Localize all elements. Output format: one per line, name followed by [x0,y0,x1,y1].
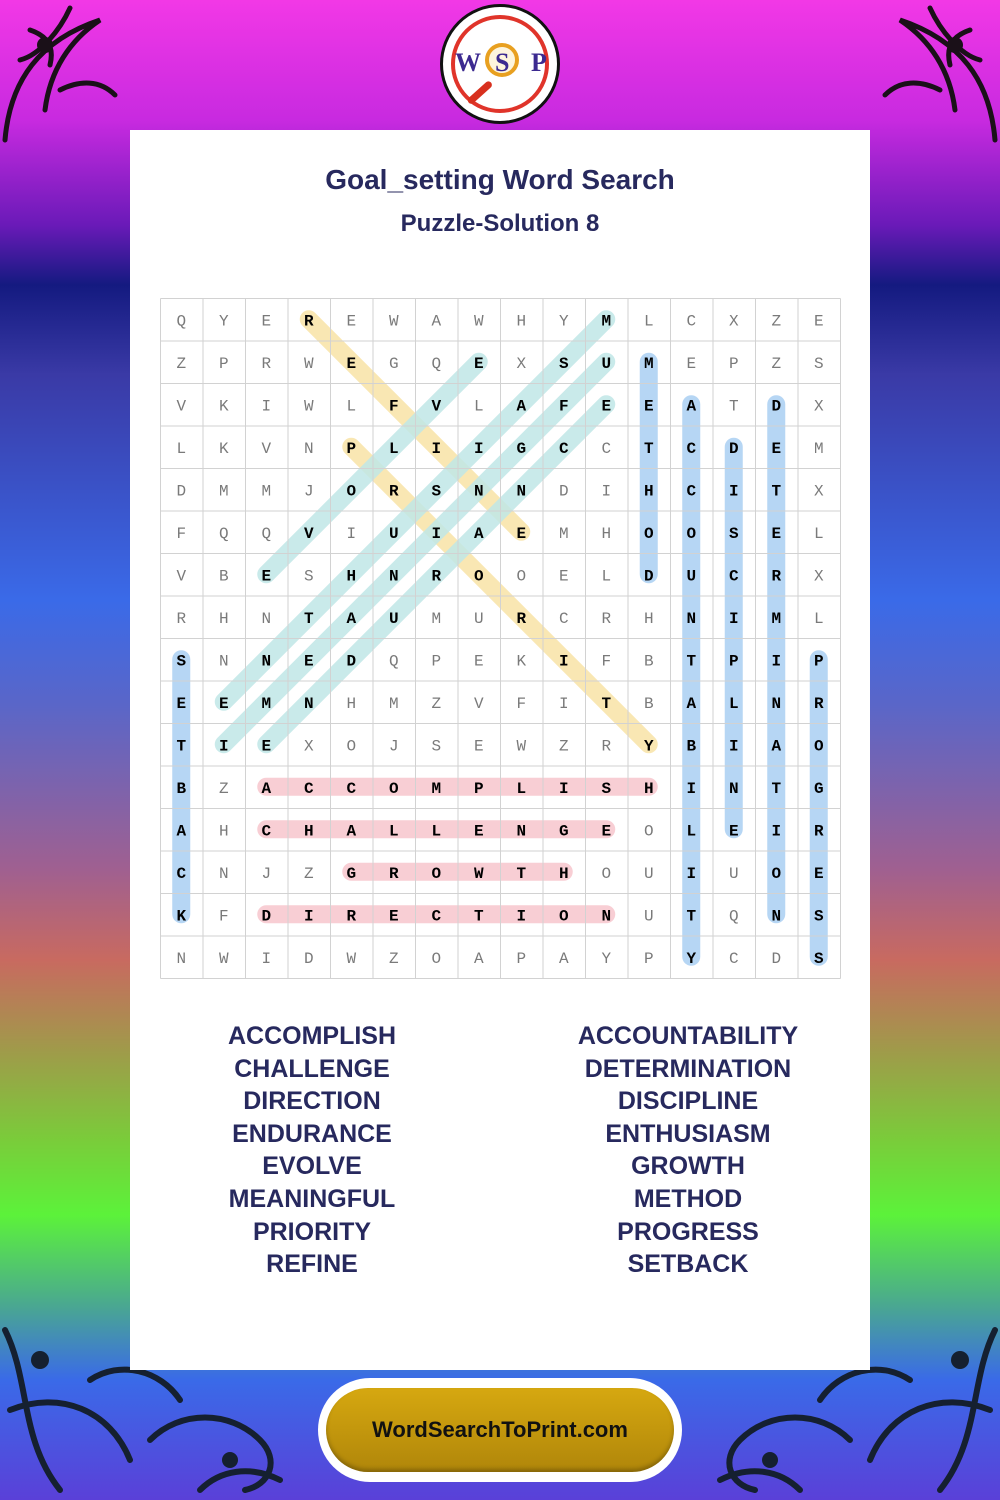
grid-letter: F [558,397,569,416]
grid-letter: T [686,652,697,671]
grid-letter: K [176,907,187,926]
word-list-left [102,1020,522,1281]
grid-letter: N [388,567,399,586]
grid-letter: T [771,779,782,798]
grid-letter: I [558,779,569,798]
grid-letter: U [473,609,484,628]
grid-letter: L [346,397,357,416]
grid-letter: W [346,949,357,968]
word-list-item: ENTHUSIASM [605,1119,771,1148]
grid-letter: X [813,482,824,501]
word-list-item: GROWTH [631,1152,745,1181]
grid-letter: N [303,694,314,713]
grid-letter: H [643,779,654,798]
grid-letter: M [388,694,399,713]
grid-letter: O [516,567,527,586]
grid-letter: H [601,524,612,543]
grid-letter: E [686,354,697,373]
grid-letter: P [643,949,654,968]
word-list-item: DISCIPLINE [617,1087,759,1116]
grid-letter: S [558,354,569,373]
grid-letter: Z [771,312,782,331]
grid-letter: L [431,822,442,841]
grid-letter: V [176,397,187,416]
grid-letter: E [516,524,527,543]
grid-letter: L [643,312,654,331]
grid-letter: W [516,737,527,756]
grid-letter: G [346,864,357,883]
grid-letter: W [218,949,229,968]
word-list-item: MEANINGFUL [228,1184,396,1213]
grid-letter: F [218,907,229,926]
grid-letter: S [728,524,739,543]
grid-letter: C [303,779,314,798]
grid-letter: F [388,397,399,416]
grid-letter: R [261,354,272,373]
grid-letter: I [558,652,569,671]
grid-letter: T [728,397,739,416]
grid-letter: X [813,567,824,586]
grid-letter: Z [218,779,229,798]
grid-letter: M [431,779,442,798]
word-list-item: ACCOUNTABILITY [577,1022,799,1050]
grid-letter: B [686,737,697,756]
grid-letter: Z [388,949,399,968]
grid-letter: R [813,822,824,841]
grid-letter: L [813,609,824,628]
grid-letter: P [813,652,824,671]
grid-letter: A [771,737,782,756]
grid-letter: I [728,737,739,756]
grid-letter: W [303,354,314,373]
site-url[interactable]: WordSearchToPrint.com [372,1417,628,1442]
grid-letter: R [388,864,399,883]
grid-letter: Y [558,312,569,331]
grid-letter: R [388,482,399,501]
grid-letter: C [558,609,569,628]
grid-letter: R [346,907,357,926]
grid-letter: I [431,439,442,458]
grid-letter: N [261,609,272,628]
grid-letter: I [771,652,782,671]
grid-letter: W [473,864,484,883]
grid-letter: I [558,694,569,713]
grid-letter: D [558,482,569,501]
grid-letter: Q [431,354,442,373]
grid-letter: E [728,822,739,841]
grid-letter: S [601,779,612,798]
grid-letter: E [601,397,612,416]
grid-letter: N [601,907,612,926]
grid-letter: N [261,652,272,671]
word-list-item: DIRECTION [243,1087,381,1116]
grid-letter: E [813,312,824,331]
grid-letter: X [303,737,314,756]
grid-letter: E [303,652,314,671]
grid-letter: M [261,482,272,501]
grid-letter: I [261,397,272,416]
grid-letter: E [643,397,654,416]
grid-letter: V [176,567,187,586]
grid-letter: E [346,354,357,373]
grid-letter: O [346,737,357,756]
grid-letter: T [643,439,654,458]
grid-letter: A [473,524,484,543]
word-list-right [478,1020,898,1281]
grid-letter: T [686,907,697,926]
grid-letter: O [558,907,569,926]
grid-letter: D [346,652,357,671]
logo-letter-w: W [455,48,481,77]
grid-letter: E [771,524,782,543]
grid-letter: Z [176,354,187,373]
grid-letter: K [218,439,229,458]
grid-letter: P [728,354,739,373]
grid-letter: S [431,482,442,501]
grid-letter: N [516,482,527,501]
grid-letter: R [431,567,442,586]
grid-letter: U [388,609,399,628]
grid-letter: D [176,482,187,501]
word-list-item: ENDURANCE [232,1119,392,1148]
grid-letter: U [686,567,697,586]
grid-letter: C [558,439,569,458]
grid-letter: U [643,864,654,883]
grid-letter: B [643,694,654,713]
grid-letter: N [218,864,229,883]
grid-letter: S [813,949,824,968]
grid-letter: E [771,439,782,458]
site-button-face[interactable] [326,1388,674,1472]
grid-letter: S [176,652,187,671]
grid-letter: H [218,822,229,841]
grid-letter: L [728,694,739,713]
grid-letter: Q [218,524,229,543]
grid-letter: R [601,737,612,756]
grid-letter: T [176,737,187,756]
grid-letter: E [261,312,272,331]
grid-letter: X [516,354,527,373]
grid-letter: O [473,567,484,586]
grid-letter: A [516,397,527,416]
grid-letter: S [813,907,824,926]
grid-letter: E [473,354,484,373]
word-list-item: PROGRESS [617,1217,759,1246]
grid-letter: Q [388,652,399,671]
grid-letter: D [261,907,272,926]
grid-letter: T [473,907,484,926]
grid-letter: Z [303,864,314,883]
grid-letter: D [771,949,782,968]
grid-letter: A [346,609,357,628]
grid-letter: D [728,439,739,458]
grid-letter: E [346,312,357,331]
grid-letter: U [601,354,612,373]
grid-letter: N [771,694,782,713]
grid-letter: L [176,439,187,458]
grid-letter: O [643,524,654,543]
grid-letter: U [728,864,739,883]
grid-letter: C [346,779,357,798]
grid-letter: X [728,312,739,331]
grid-letter: B [176,779,187,798]
grid-letter: Y [643,737,654,756]
grid-letter: M [601,312,612,331]
word-list-item: DETERMINATION [584,1054,792,1083]
logo-letter-s: S [495,48,510,77]
grid-letter: P [218,354,229,373]
grid-letter: O [388,779,399,798]
grid-letter: E [218,694,229,713]
logo-letter-p: P [531,48,547,77]
grid-letter: L [813,524,824,543]
grid-letter: K [218,397,229,416]
grid-letter: B [643,652,654,671]
grid-letter: Q [176,312,187,331]
grid-letter: C [728,949,739,968]
grid-letter: I [218,737,229,756]
grid-letter: H [643,609,654,628]
grid-letter: L [388,439,399,458]
grid-letter: I [686,779,697,798]
grid-letter: L [516,779,527,798]
grid-letter: D [643,567,654,586]
grid-letter: I [303,907,314,926]
grid-letter: E [473,737,484,756]
grid-letter: C [686,312,697,331]
grid-letter: H [218,609,229,628]
grid-letter: G [558,822,569,841]
grid-letter: A [261,779,272,798]
grid-letter: O [643,822,654,841]
grid-letter: O [686,524,697,543]
grid-letter: T [303,609,314,628]
grid-letter: I [601,482,612,501]
grid-letter: N [686,609,697,628]
grid-letter: Z [771,354,782,373]
corner-ornament-top-left [0,0,150,150]
grid-letter: V [303,524,314,543]
grid-letter: O [431,864,442,883]
grid-letter: G [388,354,399,373]
grid-letter: K [516,652,527,671]
grid-letter: I [686,864,697,883]
grid-letter: R [601,609,612,628]
page-subtitle: Puzzle-Solution 8 [400,210,600,237]
grid-letter: I [261,949,272,968]
grid-letter: U [388,524,399,543]
grid-letter: H [558,864,569,883]
grid-letter: I [771,822,782,841]
grid-letter: L [601,567,612,586]
grid-letter: C [431,907,442,926]
grid-letter: I [473,439,484,458]
grid-letter: D [771,397,782,416]
grid-letter: F [601,652,612,671]
grid-letter: O [601,864,612,883]
grid-letter: H [346,567,357,586]
grid-letter: W [303,397,314,416]
grid-letter: M [261,694,272,713]
grid-letter: J [303,482,314,501]
word-list-item: CHALLENGE [234,1054,390,1083]
grid-letter: V [473,694,484,713]
grid-letter: T [516,864,527,883]
grid-letter: C [601,439,612,458]
letter-grid [160,298,841,979]
grid-letter: C [686,439,697,458]
grid-letter: R [771,567,782,586]
grid-letter: B [218,567,229,586]
grid-letter: F [176,524,187,543]
grid-letter: Z [431,694,442,713]
grid-letter: O [431,949,442,968]
grid-letter: N [303,439,314,458]
grid-letter: R [516,609,527,628]
grid-letter: P [473,779,484,798]
word-list-item: METHOD [633,1184,743,1213]
grid-letter: I [516,907,527,926]
grid-letter: I [728,482,739,501]
grid-letter: M [218,482,229,501]
grid-letter: E [601,822,612,841]
word-list-item: REFINE [266,1250,358,1279]
page-title: Goal_setting Word Search [325,164,675,195]
grid-letter: O [813,737,824,756]
grid-letter: W [388,312,399,331]
grid-letter: Y [218,312,229,331]
grid-letter: M [431,609,442,628]
grid-letter: H [303,822,314,841]
site-button[interactable] [318,1378,682,1482]
grid-letter: A [558,949,569,968]
grid-letter: N [218,652,229,671]
grid-letter: S [813,354,824,373]
grid-letter: V [431,397,442,416]
grid-letter: H [346,694,357,713]
grid-letter: V [261,439,272,458]
grid-letter: T [601,694,612,713]
grid-letter: A [686,397,697,416]
corner-ornament-top-right [850,0,1000,150]
grid-letter: P [728,652,739,671]
grid-letter: E [813,864,824,883]
grid-letter: E [388,907,399,926]
grid-letter: F [516,694,527,713]
grid-letter: W [473,312,484,331]
grid-letter: R [303,312,314,331]
grid-letter: L [686,822,697,841]
grid-letter: C [261,822,272,841]
grid-letter: I [728,609,739,628]
grid-letter: U [643,907,654,926]
grid-letter: S [303,567,314,586]
grid-letter: M [813,439,824,458]
wsp-logo [440,4,560,124]
grid-letter: P [431,652,442,671]
grid-letter: P [346,439,357,458]
grid-letter: G [813,779,824,798]
grid-letter: R [176,609,187,628]
grid-letter: D [303,949,314,968]
grid-letter: H [516,312,527,331]
grid-letter: Y [686,949,697,968]
word-list-item: EVOLVE [262,1152,362,1181]
grid-letter: C [176,864,187,883]
grid-letter: M [643,354,654,373]
grid-letter: L [473,397,484,416]
grid-letter: Q [728,907,739,926]
grid-letter: E [558,567,569,586]
grid-letter: A [346,822,357,841]
grid-letter: E [473,652,484,671]
grid-letter: A [176,822,187,841]
word-list-item: ACCOMPLISH [227,1022,397,1050]
grid-letter: J [261,864,272,883]
grid-letter: E [176,694,187,713]
grid-letter: E [261,737,272,756]
grid-letter: N [516,822,527,841]
word-list-item: PRIORITY [252,1217,372,1246]
grid-letter: R [813,694,824,713]
grid-letter: A [686,694,697,713]
grid-letter: E [473,822,484,841]
grid-letter: M [558,524,569,543]
grid-letter: I [346,524,357,543]
grid-letter: H [643,482,654,501]
grid-letter: S [431,737,442,756]
grid-letter: Z [558,737,569,756]
grid-letter: C [686,482,697,501]
grid-letter: E [261,567,272,586]
grid-letter: C [728,567,739,586]
grid-letter: I [431,524,442,543]
grid-letter: O [346,482,357,501]
grid-letter: A [473,949,484,968]
grid-letter: N [771,907,782,926]
grid-letter: M [771,609,782,628]
grid-letter: T [771,482,782,501]
grid-letter: G [516,439,527,458]
grid-letter: P [516,949,527,968]
grid-letter: N [176,949,187,968]
grid-letter: N [473,482,484,501]
grid-letter: L [388,822,399,841]
grid-letter: N [728,779,739,798]
grid-letter: X [813,397,824,416]
grid-letter: Y [601,949,612,968]
grid-letter: A [431,312,442,331]
grid-letter: J [388,737,399,756]
grid-letter: Q [261,524,272,543]
grid-letter: O [771,864,782,883]
word-list-item: SETBACK [627,1250,749,1279]
